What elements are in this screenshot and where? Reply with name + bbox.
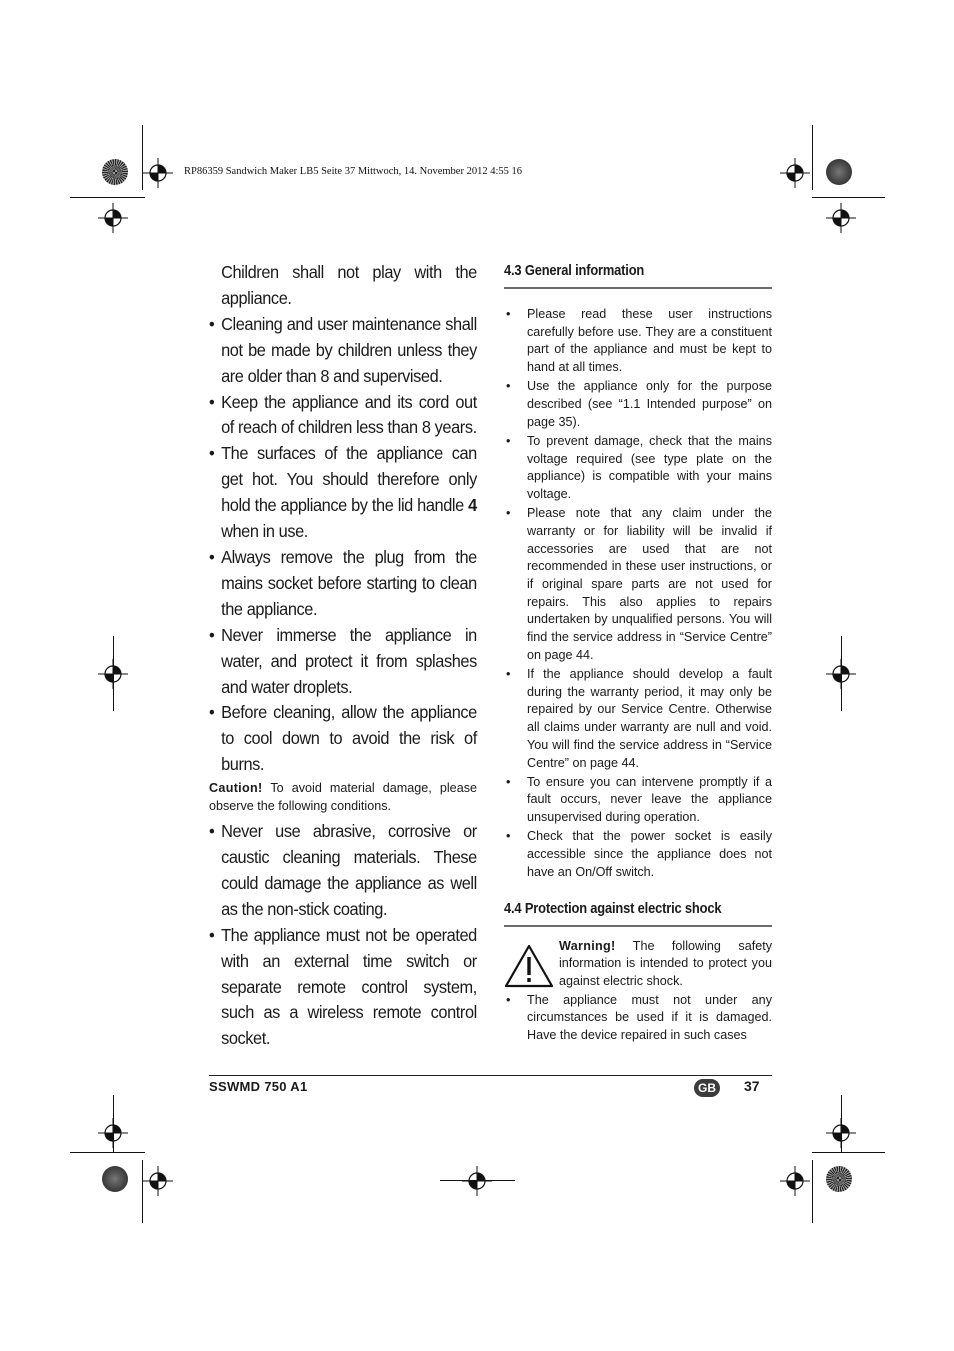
safety-list-large <box>209 819 477 1052</box>
list-item-text: Cleaning and user maintenance shall not be made by children unless they are older than 8 and supervised. <box>221 313 477 386</box>
warning-note <box>504 938 772 991</box>
list-item <box>209 545 477 623</box>
list-item-text: The appliance must not under any circumstances be used if it is damaged. Have the device repaired in such cases <box>527 992 772 1043</box>
warning-text: The following safety information is intended to protect you against electric shock. <box>559 938 772 988</box>
general-info-list <box>504 306 772 882</box>
caution-note <box>209 779 477 815</box>
color-calibration-circle-icon <box>102 159 128 185</box>
list-item-text: The appliance must not be operated with an external time switch or separate remote control system, such as a wireless remote control socket. <box>221 924 477 1049</box>
shock-list <box>504 992 772 1045</box>
color-calibration-circle-icon <box>102 1166 128 1192</box>
bullet-icon: • <box>209 443 215 464</box>
list-item-text: Never immerse the appliance in water, and protect it from splashes and water droplets. <box>221 624 477 697</box>
warning-triangle-icon <box>504 944 554 988</box>
list-item-text: To prevent damage, check that the mains voltage required (see type plate on the appliance) is compatible with your mains voltage. <box>527 433 772 502</box>
registration-target-icon <box>143 158 173 188</box>
registration-target-icon <box>826 659 856 689</box>
registration-target-icon <box>98 1118 128 1148</box>
bullet-icon: • <box>506 667 511 682</box>
registration-target-icon <box>780 1166 810 1196</box>
bullet-icon: • <box>209 821 215 842</box>
left-column <box>209 260 477 1052</box>
safety-list-large <box>209 260 477 778</box>
bullet-icon: • <box>506 992 511 1007</box>
list-item-text: Please read these user instructions carefully before use. They are a constituent part of the appliance and must be kept to hand at all times. <box>527 307 772 375</box>
bullet-icon: • <box>506 829 511 844</box>
registration-target-icon <box>826 1118 856 1148</box>
registration-target-icon <box>462 1166 492 1196</box>
list-item <box>504 306 772 377</box>
list-item <box>504 828 772 881</box>
heading-rule <box>504 287 772 289</box>
heading-rule <box>504 925 772 927</box>
bullet-icon: • <box>506 307 511 321</box>
registration-target-icon <box>143 1166 173 1196</box>
warning-label: Warning! <box>559 938 616 953</box>
bullet-icon: • <box>209 924 215 945</box>
section-heading: 4.4 Protection against electric shock <box>504 899 722 917</box>
part-number: 4 <box>468 495 477 516</box>
page-number: 37 <box>744 1078 760 1094</box>
print-slug: RP86359 Sandwich Maker LB5 Seite 37 Mittwoch, 14. November 2012 4:55 16 <box>184 166 523 177</box>
list-item <box>209 441 477 545</box>
registration-target-icon <box>98 203 128 233</box>
list-item-text: Before cleaning, allow the appliance to cool down to avoid the risk of burns. <box>221 702 477 775</box>
list-item-text: If the appliance should develop a fault during the warranty period, it may only be repaired by our Service Centre. Otherwise all claims under warranty are null and void. You will find the service address in “Service Centre” on page 44. <box>527 667 772 770</box>
bullet-icon: • <box>209 313 215 334</box>
bullet-icon: • <box>506 379 511 394</box>
footer-rule <box>209 1075 772 1076</box>
list-item <box>504 505 772 664</box>
color-calibration-circle-icon <box>826 159 852 185</box>
list-item <box>209 623 477 701</box>
list-item <box>209 390 477 442</box>
list-item-text: Please note that any claim under the warranty or for liability will be invalid if accessories are used that are not recommended in these user instructions, or if original spare parts are not used for repairs. This also applies to repairs undertaken by unqualified persons. You will find the service address in “Service Centre” on page 44. <box>527 506 772 662</box>
list-item <box>209 700 477 778</box>
list-item-text: Never use abrasive, corrosive or caustic cleaning materials. These could damage the appliance as well as the non-stick coating. <box>221 821 477 919</box>
intro-line: Children shall not play with the <box>221 262 477 282</box>
list-item-text: The surfaces of the appliance can get hot. You should therefore only hold the appliance by the lid handle <box>221 443 477 516</box>
bullet-icon: • <box>209 391 215 412</box>
registration-target-icon <box>98 659 128 689</box>
bullet-icon: • <box>506 433 511 448</box>
list-item-text: Keep the appliance and its cord out of reach of children less than 8 years. <box>221 391 477 438</box>
registration-target-icon <box>780 158 810 188</box>
list-item <box>209 819 477 923</box>
model-number: SSWMD 750 A1 <box>209 1079 308 1094</box>
bullet-icon: • <box>209 624 215 645</box>
right-column <box>504 262 772 1045</box>
intro-line: appliance. <box>221 287 292 308</box>
bullet-icon: • <box>209 546 215 567</box>
list-item-text: To ensure you can intervene promptly if a fault occurs, never leave the appliance unsupervised during operation. <box>527 774 772 825</box>
registration-target-icon <box>826 203 856 233</box>
caution-text: To avoid material damage, please observe the following conditions. <box>209 781 477 814</box>
list-item <box>504 433 772 504</box>
list-item <box>504 992 772 1045</box>
list-item <box>504 774 772 827</box>
list-item <box>209 923 477 1053</box>
list-item <box>209 312 477 390</box>
list-item-text: Check that the power socket is easily accessible since the appliance does not have an On/Off switch. <box>527 829 772 879</box>
section-heading: 4.3 General information <box>504 262 645 279</box>
language-badge: GB <box>694 1079 720 1097</box>
list-item-text: Always remove the plug from the mains socket before starting to clean the appliance. <box>221 546 477 619</box>
list-item-text: Use the appliance only for the purpose described (see “1.1 Intended purpose” on page 35). <box>527 379 772 429</box>
list-item <box>504 378 772 431</box>
list-item <box>504 666 772 772</box>
color-calibration-circle-icon <box>826 1166 852 1192</box>
bullet-icon: • <box>506 774 511 789</box>
caution-label: Caution! <box>209 781 263 796</box>
bullet-icon: • <box>506 506 511 521</box>
bullet-icon: • <box>209 702 215 723</box>
list-item-text: when in use. <box>221 521 308 542</box>
